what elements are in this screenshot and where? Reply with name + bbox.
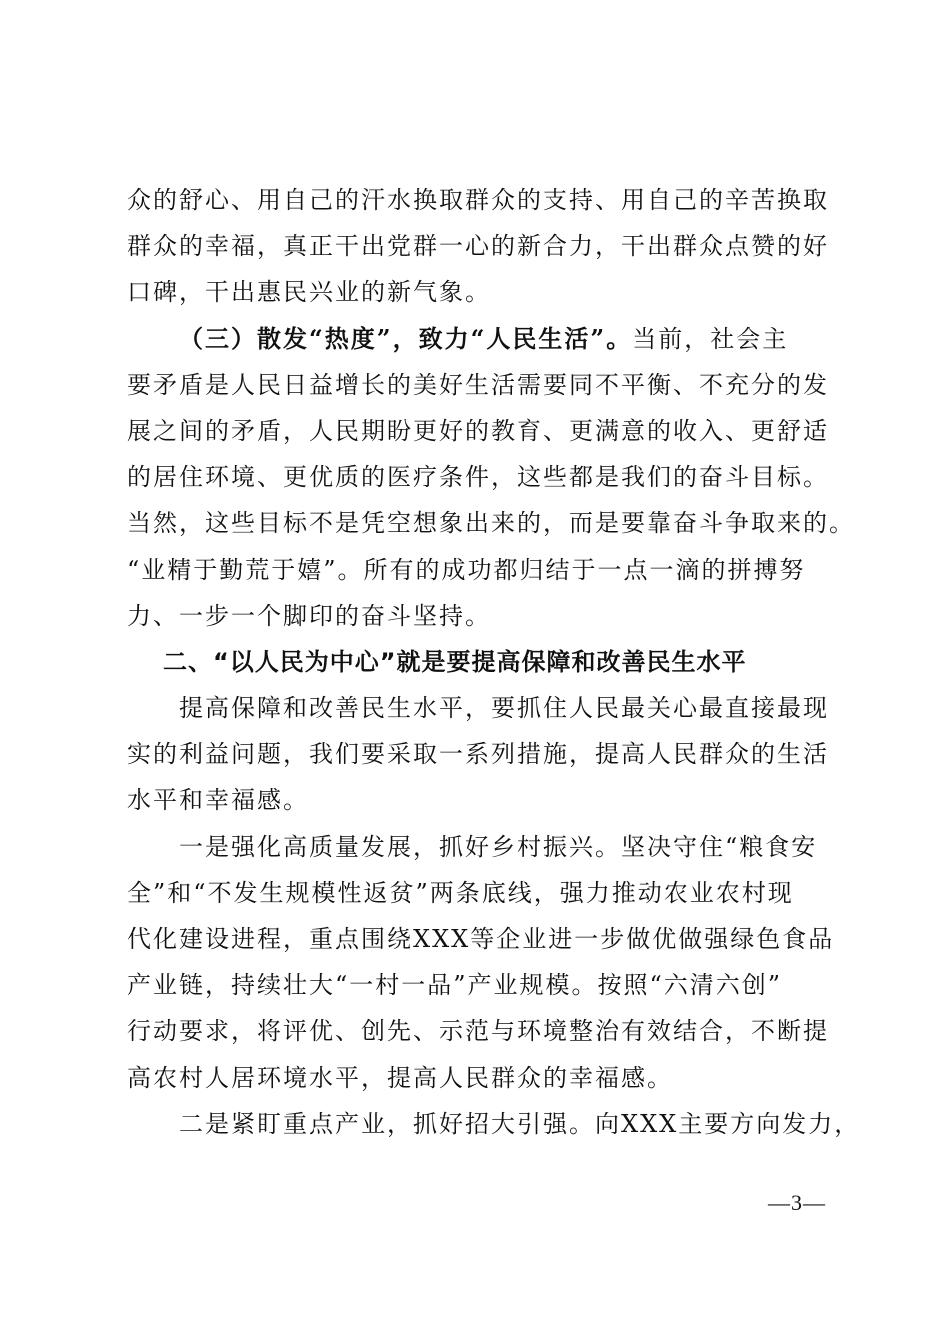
text-fragment: 当前，社会主: [632, 324, 789, 353]
text-line: 的居住环境、更优质的医疗条件，这些都是我们的奋斗目标。: [127, 463, 829, 492]
text-line: 一是强化高质量发展，抓好乡村振兴。坚决守住“粮食安: [179, 832, 818, 861]
text-line: 要矛盾是人民日益增长的美好生活需要同不平衡、不充分的发: [127, 370, 829, 399]
text-line: 行动要求，将评优、创先、示范与环境整治有效结合，不断提: [127, 1017, 829, 1046]
subsection-title: （三）散发“热度”，致力“人民生活”。: [179, 323, 633, 353]
text-line: “业精于勤荒于嬉”。所有的成功都归结于一点一滴的拼搏努: [127, 555, 806, 584]
text-line: 实的利益问题，我们要采取一系列措施，提高人民群众的生活: [127, 740, 829, 769]
text-line: 力、一步一个脚印的奋斗坚持。: [127, 601, 491, 630]
subsection-lead-line: [127, 316, 847, 362]
text-line: 口碑，干出惠民兴业的新气象。: [127, 278, 491, 307]
text-line: 代化建设进程，重点围绕XXX等企业进一步做优做强绿色食品: [127, 925, 835, 953]
text-line: 水平和幸福感。: [127, 786, 309, 815]
text-line: 高农村人居环境水平，提高人民群众的幸福感。: [127, 1063, 673, 1092]
text-line: 众的舒心、用自己的汗水换取群众的支持、用自己的辛苦换取: [127, 186, 829, 214]
page-number: —3—: [768, 1190, 826, 1215]
section-heading: 二、“以人民为中心”就是要提高保障和改善民生水平: [163, 647, 747, 676]
text-line: 产业链，持续壮大“一村一品”产业规模。按照“六清六创”: [127, 971, 783, 1000]
text-line: 当然，这些目标不是凭空想象出来的，而是要靠奋斗争取来的。: [127, 509, 855, 538]
document-body: [127, 177, 861, 1147]
text-line: 展之间的矛盾，人民期盼更好的教育、更满意的收入、更舒适: [127, 416, 829, 445]
text-line: 群众的幸福，真正干出党群一心的新合力，干出群众点赞的好: [127, 232, 829, 261]
text-line: 二是紧盯重点产业，抓好招大引强。向XXX主要方向发力，: [179, 1109, 861, 1138]
text-line: 全”和“不发生规模性返贫”两条底线，强力推动农业农村现: [127, 878, 794, 907]
text-line: 提高保障和改善民生水平，要抓住人民最关心最直接最现: [179, 694, 829, 723]
